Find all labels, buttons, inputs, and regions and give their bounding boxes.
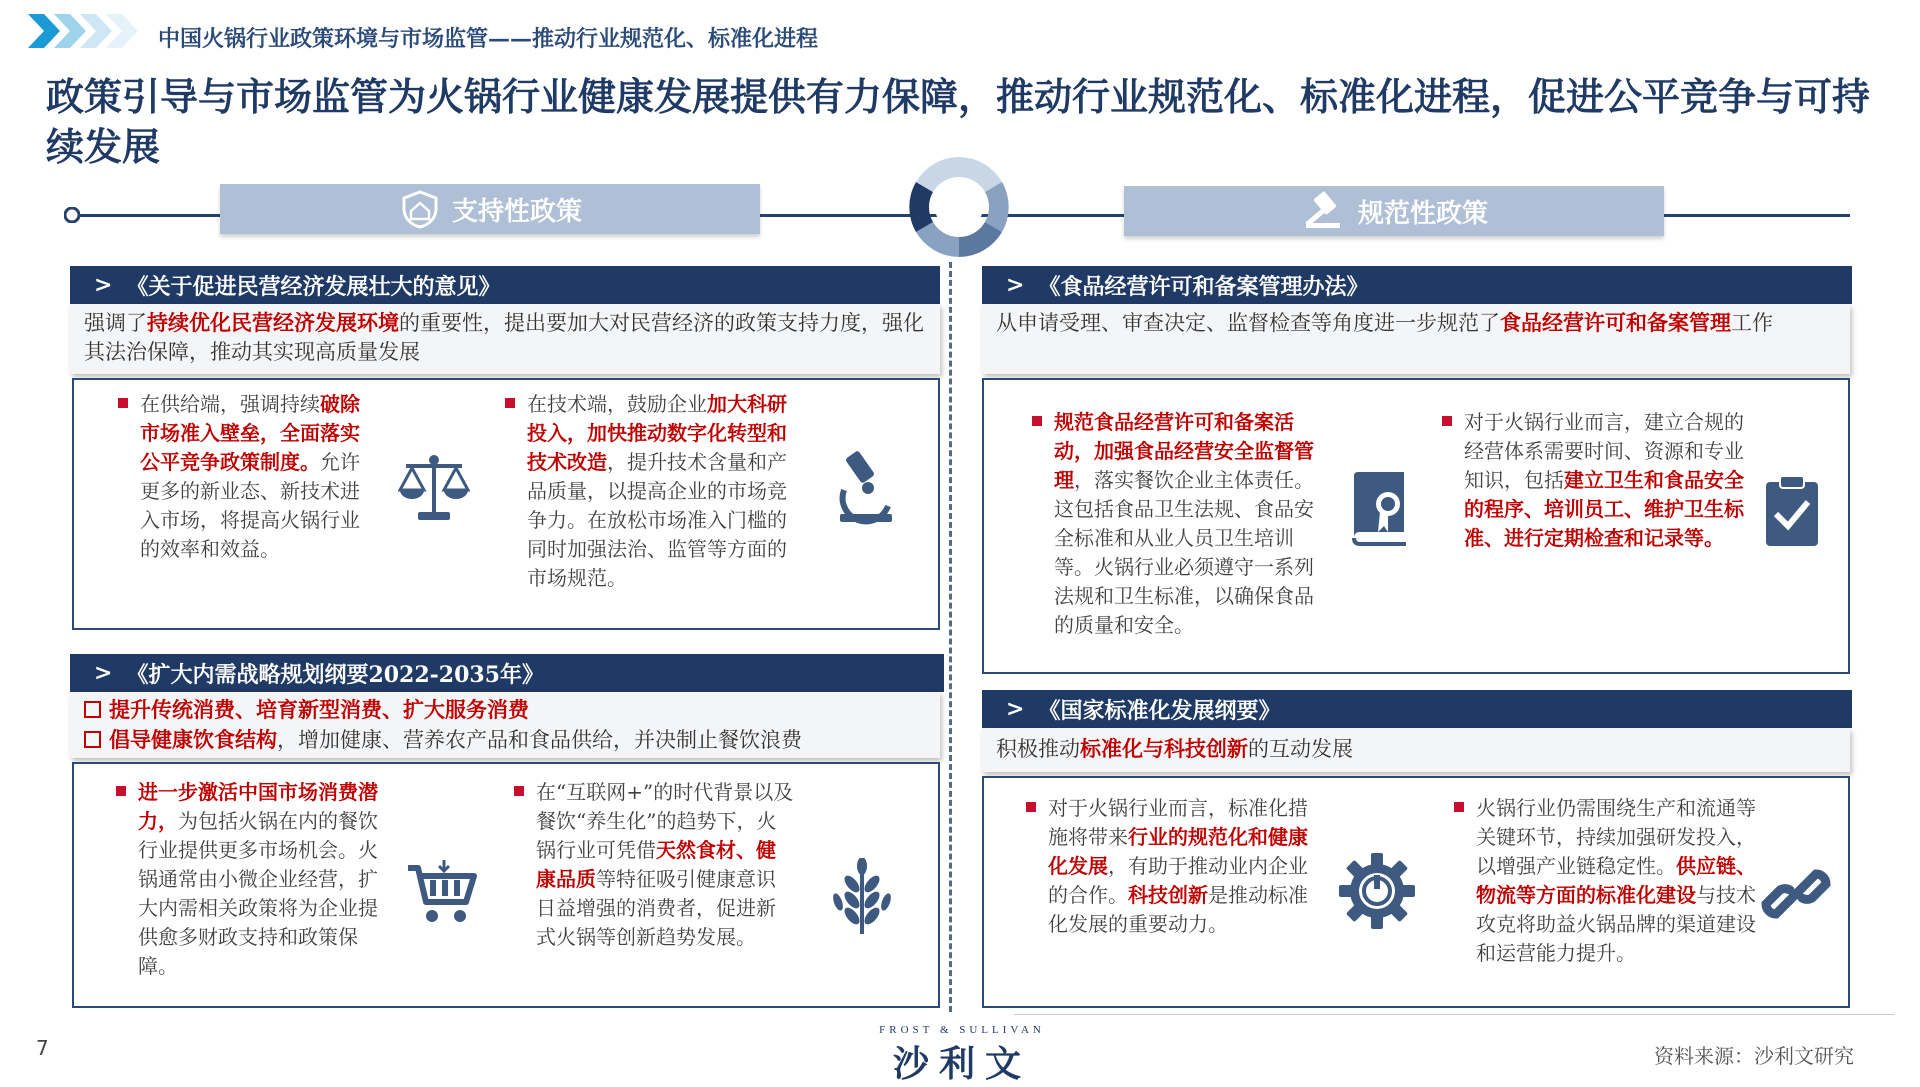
item-text xyxy=(138,780,378,978)
page-number: 7 xyxy=(36,1036,49,1060)
highlight-text: 科技创新 xyxy=(1128,883,1208,907)
shield-house-icon xyxy=(398,189,442,229)
cycle-icon xyxy=(906,154,1012,260)
list-item xyxy=(1048,794,1316,939)
highlight-text: 食品经营许可和备案管理 xyxy=(1500,310,1731,335)
chain-link-icon xyxy=(1760,858,1832,930)
text-segment: 是推动标准化发展的重要动力。 xyxy=(1048,883,1308,936)
list-item xyxy=(1476,794,1766,968)
arrow-icon: > xyxy=(94,272,113,298)
page-title: 政策引导与市场监管为火锅行业健康发展提供有力保障，推动行业规范化、标准化进程，促进公平竞争与可持续发展 xyxy=(46,74,1871,169)
text-segment: 在“互联网+”的时代背景以及餐饮“养生化”的趋势下，火锅行业可凭借 xyxy=(536,780,794,862)
text-segment: 的重要性，提出要加大对民营经济的政策支持力度，强化其法治保障，推动其实现高质量发展 xyxy=(84,311,924,364)
section-header-private-economy xyxy=(70,266,940,304)
highlight-text: 标准化与科技创新 xyxy=(1080,736,1248,761)
checkbox-icon xyxy=(84,701,101,718)
text-segment: 积极推动 xyxy=(996,737,1080,761)
section-title: 《扩大内需战略规划纲要2022-2035年》 xyxy=(126,661,545,688)
bullet-square-icon xyxy=(1032,416,1042,426)
logo: 沙利文 xyxy=(892,1043,1031,1085)
list-item xyxy=(138,778,396,981)
highlight-text: 破除市场准入壁垒，全面落实公平竞争政策制度。 xyxy=(140,392,360,474)
bullet-square-icon xyxy=(1442,416,1452,426)
list-item xyxy=(1054,408,1318,640)
text-segment: 火锅行业仍需围绕生产和流通等关键环节，持续加强研发投入，以增强产业链稳定性。 xyxy=(1476,796,1756,878)
list-item xyxy=(1464,408,1754,553)
bullet-square-icon xyxy=(505,398,515,408)
tab-label: 支持性政策 xyxy=(451,196,582,227)
arrow-icon: > xyxy=(1006,696,1025,722)
tab-regulatory-policy[interactable] xyxy=(1124,186,1664,236)
footer-divider xyxy=(1014,1014,1894,1015)
text-segment: 与技术攻克将助益火锅品牌的渠道建设和运营能力提升。 xyxy=(1476,883,1756,965)
bullet-square-icon xyxy=(514,786,524,796)
highlight-text: 供应链、物流等方面的标准化建设 xyxy=(1476,854,1756,907)
text-segment: 等特征吸引健康意识日益增强的消费者，促进新式火锅等创新趋势发展。 xyxy=(536,867,776,949)
gear-icon xyxy=(1338,852,1416,930)
text-segment: 对于火锅行业而言，建立合规的经营体系需要时间、资源和专业知识，包括 xyxy=(1464,410,1744,492)
item-text xyxy=(536,780,793,949)
section-header-food-license xyxy=(982,266,1852,304)
section-header-domestic-demand xyxy=(70,654,944,692)
summary-text xyxy=(996,737,1353,761)
highlight-text: 持续优化民营经济发展环境 xyxy=(147,310,399,335)
item-text xyxy=(140,392,360,561)
bullet-square-icon xyxy=(116,786,126,796)
list-item xyxy=(527,390,793,593)
text-segment: ，提升技术含量和产品质量，以提高企业的市场竞争力。在放松市场准入门槛的同时加强法治、监管等方面的市场规范。 xyxy=(527,450,787,590)
header-chevron-icon xyxy=(28,14,138,48)
summary-box xyxy=(70,304,940,374)
column-divider xyxy=(949,262,952,1012)
highlight-text: 规范食品经营许可和备案活动，加强食品经营安全监督管理 xyxy=(1054,410,1314,492)
item-text xyxy=(1054,410,1314,637)
summary-text xyxy=(84,311,924,364)
summary-text xyxy=(996,311,1773,335)
clipboard-check-icon xyxy=(1764,474,1820,548)
gavel-icon xyxy=(1300,191,1348,231)
text-segment: 从申请受理、审查决定、监督检查等角度进一步规范了 xyxy=(996,311,1500,335)
highlight-text: 天然食材、健康品质 xyxy=(536,838,776,891)
section-title: 《食品经营许可和备案管理办法》 xyxy=(1038,273,1369,300)
summary-box xyxy=(982,304,1850,374)
shopping-cart-icon xyxy=(406,860,478,928)
certificate-book-icon xyxy=(1350,470,1416,546)
summary-box xyxy=(70,692,940,758)
text-segment: 在供给端，强调持续 xyxy=(140,392,320,416)
arrow-icon: > xyxy=(1006,272,1025,298)
item-text xyxy=(527,392,787,590)
bullet-square-icon xyxy=(1454,802,1464,812)
scale-icon xyxy=(398,452,470,524)
text-segment: 的互动发展 xyxy=(1248,737,1353,761)
bullet-square-icon xyxy=(118,398,128,408)
tab-label: 规范性政策 xyxy=(1357,198,1488,229)
text-segment: 对于火锅行业而言，标准化措施将带来 xyxy=(1048,796,1308,849)
section-title: 《国家标准化发展纲要》 xyxy=(1038,697,1281,724)
item-text xyxy=(1476,796,1756,965)
arrow-icon: > xyxy=(94,660,113,686)
microscope-icon xyxy=(834,450,898,530)
tab-supportive-policy[interactable] xyxy=(220,184,760,234)
source-note: 资料来源：沙利文研究 xyxy=(1654,1044,1854,1068)
section-title: 《关于促进民营经济发展壮大的意见》 xyxy=(126,273,501,300)
bullet-square-icon xyxy=(1026,802,1036,812)
line-end-dot xyxy=(64,207,80,223)
list-item xyxy=(536,778,794,952)
text-segment: 为包括火锅在内的餐饮行业提供更多市场机会。火锅通常由小微企业经营，扩大内需相关政策将为企业提供愈多财政支持和政策保障。 xyxy=(138,809,378,978)
text-segment: ，落实餐饮企业主体责任。这包括食品卫生法规、食品安全标准和从业人员卫生培训等。火锅行业必须遵守一系列法规和卫生标准，以确保食品的质量和安全。 xyxy=(1054,468,1314,637)
section-header-standardization xyxy=(982,690,1852,728)
highlight-text: 行业的规范化和健康化发展 xyxy=(1048,825,1308,878)
highlight-text: 加大科研投入，加快推动数字化转型和技术改造 xyxy=(527,392,787,474)
text-segment: 允许更多的新业态、新技术进入市场，将提高火锅行业的效率和效益。 xyxy=(140,450,360,561)
highlight-text: 进一步激活中国市场消费潜力， xyxy=(138,780,378,833)
item-text xyxy=(1464,410,1744,550)
breadcrumb: 中国火锅行业政策环境与市场监管——推动行业规范化、标准化进程 xyxy=(158,26,819,52)
text-segment: 工作 xyxy=(1731,311,1773,335)
wheat-icon xyxy=(828,858,896,934)
checkbox-icon xyxy=(84,731,101,748)
text-segment: 在技术端，鼓励企业 xyxy=(527,392,707,416)
list-item xyxy=(140,390,368,564)
summary-line: 提升传统消费、培育新型消费、扩大服务消费 xyxy=(84,695,926,725)
logo-tagline: FROST & SULLIVAN xyxy=(879,1024,1045,1036)
text-segment: 强调了 xyxy=(84,311,147,335)
highlight-text: 建立卫生和食品安全的程序、培训员工、维护卫生标准、进行定期检查和记录等。 xyxy=(1464,468,1744,550)
summary-box xyxy=(982,728,1850,772)
item-text xyxy=(1048,796,1308,936)
summary-line: 倡导健康饮食结构，增加健康、营养农产品和食品供给，并决制止餐饮浪费 xyxy=(84,725,926,755)
text-segment: ，有助于推动业内企业的合作。 xyxy=(1048,854,1308,907)
